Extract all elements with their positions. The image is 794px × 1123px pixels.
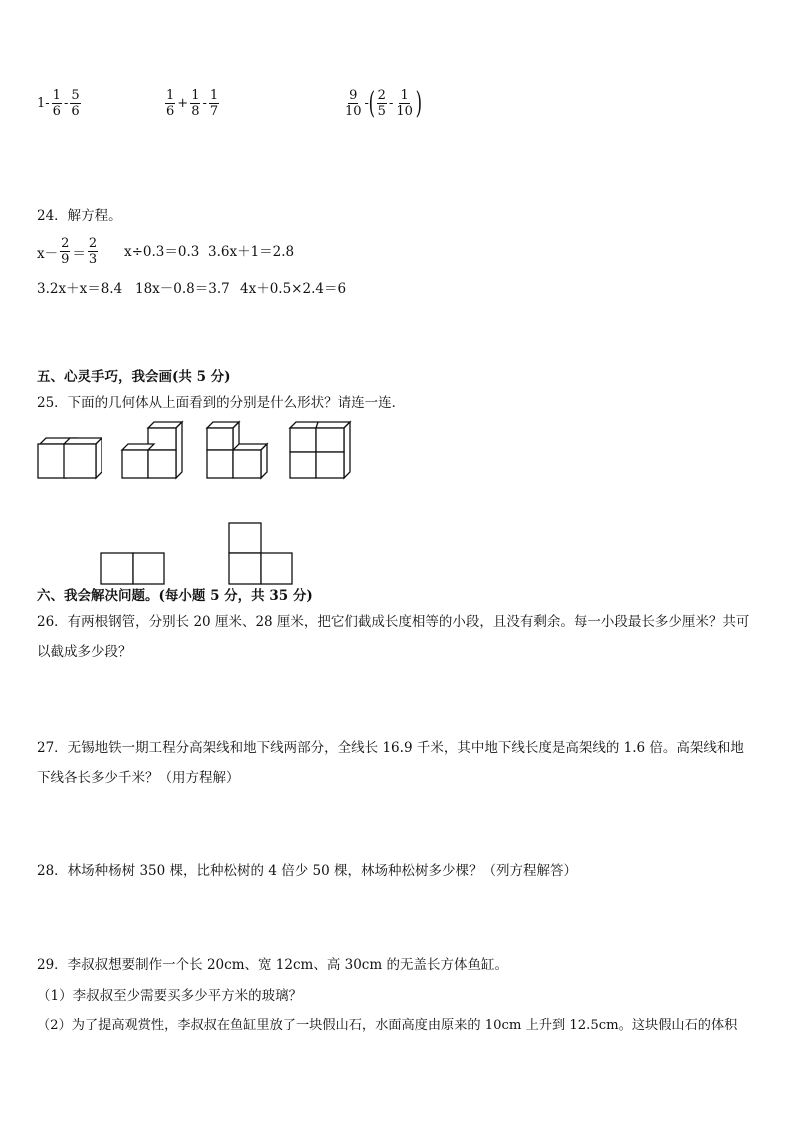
operator: - bbox=[202, 96, 207, 111]
solid-figure-2 bbox=[120, 418, 184, 480]
fraction: $\frac{9}{10}$ bbox=[345, 88, 362, 119]
operator: - bbox=[364, 96, 369, 111]
top-view-shape-1 bbox=[100, 552, 166, 586]
q24-eq-4: 3.2x＋x＝8.4 bbox=[37, 281, 123, 297]
section-6-title: 六、我会解决问题。(每小题 5 分，共 35 分) bbox=[37, 588, 313, 604]
q24-eq-5: 18x－0.8＝3.7 bbox=[135, 281, 230, 297]
q24-eq-3: 3.6x＋1＝2.8 bbox=[208, 244, 295, 260]
q26-text: 26．有两根钢管，分别长 20 厘米、28 厘米，把它们截成长度相等的小段，且没有剩余。每一小段最长多少厘米？共可以截成多少段？ bbox=[37, 614, 750, 660]
q24-eq-6: 4x＋0.5×2.4＝6 bbox=[240, 281, 347, 297]
calc-expr-2 bbox=[163, 88, 221, 119]
q29-text: 29．李叔叔想要制作一个长 20cm、宽 12cm、高 30cm 的无盖长方体鱼缸。 bbox=[37, 957, 508, 973]
calc-expr-3 bbox=[342, 85, 422, 121]
operator: - bbox=[388, 96, 394, 111]
fraction: $\frac{2}{5}$ bbox=[377, 88, 386, 119]
fraction: $\frac{5}{6}$ bbox=[71, 88, 80, 119]
q25-text: 25．下面的几何体从上面看到的分别是什么形状？请连一连． bbox=[37, 395, 406, 411]
fraction: $\frac{1}{6}$ bbox=[166, 88, 175, 119]
operator: - bbox=[63, 96, 69, 111]
fraction: $\frac{1}{10}$ bbox=[396, 88, 413, 119]
right-paren: ) bbox=[415, 85, 422, 121]
q27-text: 27．无锡地铁一期工程分高架线和地下线两部分，全线长 16.9 千米，其中地下线长度是高架线的 1.6 倍。高架线和地下线各长多少千米？（用方程解） bbox=[37, 740, 744, 786]
fraction: $\frac{2}{3}$ bbox=[88, 236, 98, 267]
fraction: $\frac{1}{6}$ bbox=[52, 88, 61, 119]
expr-lead: 1- bbox=[37, 96, 50, 111]
fraction: $\frac{1}{8}$ bbox=[191, 88, 200, 119]
fraction: $\frac{1}{7}$ bbox=[209, 88, 219, 119]
q24-eq-2: x÷0.3＝0.3 bbox=[124, 244, 200, 260]
q24-title: 24．解方程。 bbox=[37, 208, 122, 224]
q29-sub-1: （1）李叔叔至少需要买多少平方米的玻璃？ bbox=[37, 988, 303, 1004]
calc-expr-1 bbox=[37, 88, 83, 119]
solid-figure-3 bbox=[205, 418, 269, 480]
left-paren: ( bbox=[368, 85, 376, 121]
solid-figure-4 bbox=[288, 418, 352, 480]
top-view-shape-2 bbox=[228, 522, 294, 586]
q24-eq-1: x－ $\frac{2}{9}$ ＝ $\frac{2}{3}$ bbox=[37, 236, 98, 267]
solid-figure-1 bbox=[36, 434, 102, 480]
section-5-title: 五、心灵手巧，我会画(共 5 分) bbox=[37, 369, 231, 385]
fraction: $\frac{2}{9}$ bbox=[61, 236, 70, 267]
operator: + bbox=[177, 96, 189, 111]
q28-text: 28．林场种杨树 350 棵，比种松树的 4 倍少 50 棵，林场种松树多少棵？（列方程解答） bbox=[37, 863, 577, 879]
q29-sub-2: （2）为了提高观赏性，李叔叔在鱼缸里放了一块假山石，水面高度由原来的 10cm 上升到 12.5cm。这块假山石的体积 bbox=[37, 1018, 738, 1033]
